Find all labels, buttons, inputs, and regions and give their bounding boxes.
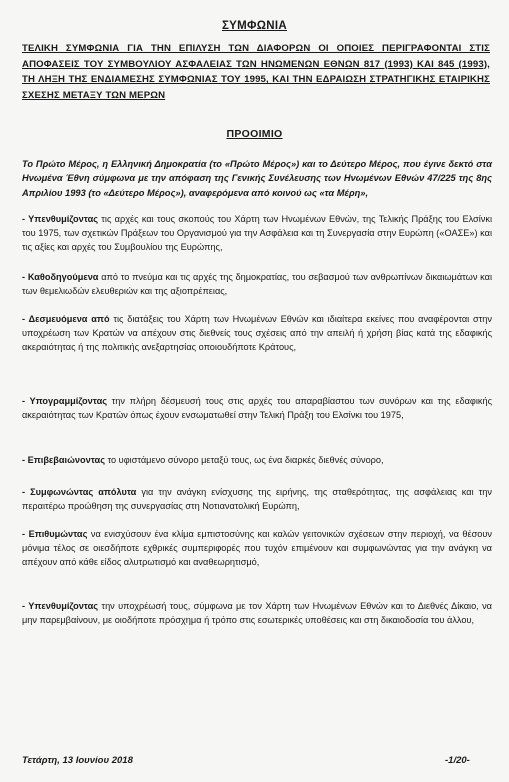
paragraph-text: το υφιστάμενο σύνορο μεταξύ τους, ως ένα διαρκές διεθνές σύνορο, (104, 455, 384, 465)
preamble-paragraph (22, 485, 492, 513)
paragraph-lead: - Επιθυμώντας (22, 529, 88, 539)
preamble-paragraph (22, 212, 492, 255)
preamble-paragraph (22, 270, 492, 298)
paragraph-text: τις διατάξεις του Χάρτη των Ηνωμένων Εθνών και ιδιαίτερα εκείνες που αναφέρονται στην υποχρέωση των Κρατών να απέχουν στις διεθνείς τους σχέσεις από την απειλή ή χρήση βίας κατά της εδαφικής ακεραιότητας ή της πολιτικής ανεξαρτησίας οποιουδήποτε Κράτους, (22, 314, 493, 353)
paragraph-lead: - Υπογραμμίζοντας (22, 396, 107, 406)
preamble-paragraph (22, 527, 492, 570)
paragraph-text: από το πνεύμα και τις αρχές της δημοκρατίας, του σεβασμού των ανθρωπίνων δικαιωμάτων και των θεμελιωδών ελευθεριών και της αξιοπρέπειας, (22, 272, 493, 297)
preamble-heading: ΠΡΟΟΙΜΙΟ (226, 128, 283, 140)
paragraph-lead: - Υπενθυμίζοντας (22, 214, 99, 224)
paragraph-text: την πλήρη δέσμευσή τους στις αρχές του απαραβίαστου των συνόρων και της εδαφικής ακεραιότητας των Κρατών όπως έχουν ενσωματωθεί στην Τελική Πράξη του Ελσίνκι του 1975, (22, 396, 493, 421)
footer-page-number: -1/20- (445, 755, 470, 766)
preamble-paragraph (22, 453, 492, 467)
paragraph-lead: - Υπενθυμίζοντας (22, 601, 99, 611)
preamble-paragraph (22, 394, 492, 422)
document-subtitle: ΤΕΛΙΚΗ ΣΥΜΦΩΝΙΑ ΓΙΑ ΤΗΝ ΕΠΙΛΥΣΗ ΤΩΝ ΔΙΑΦΟΡΩΝ ΟΙ ΟΠΟΙΕΣ ΠΕΡΙΓΡΑΦΟΝΤΑΙ ΣΤΙΣ ΑΠΟΦΑΣΕΙΣ ΤΟΥ ΣΥΜΒΟΥΛΙΟΥ ΑΣΦΑΛΕΙΑΣ ΤΩΝ ΗΝΩΜΕΝΩΝ ΕΘΝΩΝ 817 (1993) ΚΑΙ 845 (1993), ΤΗ ΛΗΞΗ ΤΗΣ ΕΝΔΙΑΜΕΣΗΣ ΣΥΜΦΩΝΙΑΣ ΤΟΥ 1995, ΚΑΙ ΤΗΝ ΕΔΡΑΙΩΣΗ ΣΤΡΑΤΗΓΙΚΗΣ ΕΤΑΙΡΙΚΗΣ ΣΧΕΣΗΣ ΜΕΤΑΞΥ ΤΩΝ ΜΕΡΩΝ (22, 43, 490, 101)
footer-date: Τετάρτη, 13 Ιουνίου 2018 (22, 755, 133, 766)
paragraph-text: τις αρχές και τους σκοπούς του Χάρτη των Ηνωμένων Εθνών, της Τελικής Πράξης του Ελσίνκι του 1975, των σχετικών Πράξεων του Οργανισμού για την Ασφάλεια και τη Συνεργασία στην Ευρώπη («ΟΑΣΕ») και τις αξίες και αρχές του Συμβουλίου της Ευρώπης, (22, 214, 492, 253)
paragraph-lead: - Καθοδηγούμενα (22, 272, 99, 282)
paragraph-text: να ενισχύσουν ένα κλίμα εμπιστοσύνης και καλών γειτονικών σχέσεων στην περιοχή, να θέσουν μόνιμα τέλος σε οιεσδήποτε εχθρικές συμπεριφορές που τυχόν επιμένουν και συμφωνώντας για την ανάγκη να απέχουν από κάθε είδος αλυτρωτισμό και αναθεωρητισμό, (22, 529, 492, 568)
preamble-intro: Το Πρώτο Μέρος, η Ελληνική Δημοκρατία (το «Πρώτο Μέρος») και το Δεύτερο Μέρος, που έγινε δεκτό στα Ηνωμένα Έθνη σύμφωνα με την απόφαση της Γενικής Συνέλευσης των Ηνωμένων Εθνών 47/225 της 8ης Απριλίου 1993 (το «Δεύτερο Μέρος»), αναφερόμενα από κοινού ως «τα Μέρη», (22, 159, 492, 198)
preamble-paragraph (22, 312, 492, 355)
paragraph-text: την υποχρέωσή τους, σύμφωνα με τον Χάρτη των Ηνωμένων Εθνών και το Διεθνές Δίκαιο, να μην παρεμβαίνουν, με οιοδήποτε πρόσχημα ή τρόπο στις εσωτερικές υποθέσεις και στη δικαιοδοσία του άλλου, (22, 601, 492, 626)
paragraph-lead: - Δεσμευόμενα από (22, 314, 110, 324)
paragraph-text: για την ανάγκη ενίσχυσης της ειρήνης, της σταθερότητας, της ασφάλειας και την περαιτέρω προώθηση της συνεργασίας στη Νοτιανατολική Ευρώπη, (22, 487, 492, 512)
document-title: ΣΥΜΦΩΝΙΑ (221, 20, 287, 32)
paragraph-lead: - Συμφωνώντας απόλυτα (22, 487, 137, 497)
preamble-paragraph (22, 599, 492, 627)
paragraph-lead: - Επιβεβαιώνοντας (22, 455, 105, 465)
